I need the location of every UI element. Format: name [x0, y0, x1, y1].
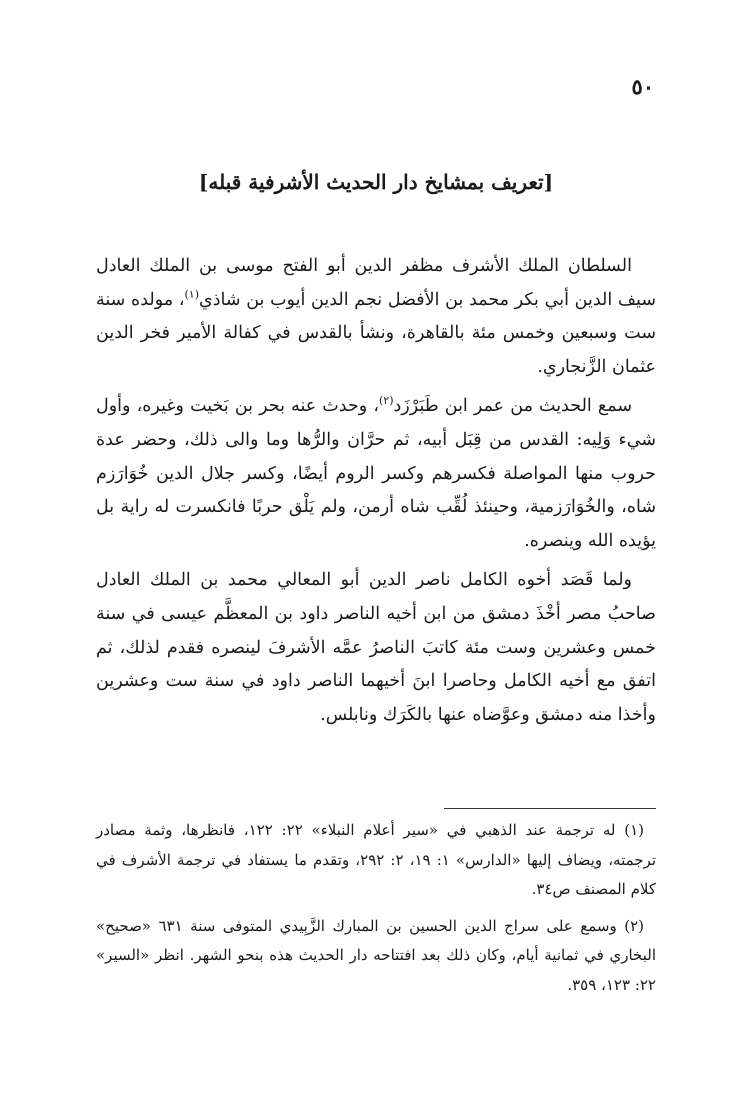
paragraph-1: [96, 250, 656, 384]
footnotes: [96, 816, 656, 1007]
footnote-2: (٢) وسمع على سراج الدين الحسين بن المبارك الزَّبِيدي المتوفى سنة ٦٣١ «صحيح» البخاري في ثمانية أيام، وكان ذلك بعد افتتاحه دار الحديث هذه بنحو الشهر. انظر «السير» ٢٢: ١٢٣، ٣٥٩.: [96, 916, 656, 994]
section-title: [تعريف بمشايخ دار الحديث الأشرفية قبله]: [198, 170, 554, 194]
paragraph-2: [96, 390, 656, 558]
paragraph-1-text-b: ، مولده سنة ست وسبعين وخمس مئة بالقاهرة، ونشأ بالقدس في كفالة الأمير فخر الدين عثمان الزَّنجاري.: [96, 289, 656, 377]
paragraph-2-text-b: ، وحدث عنه بحر بن بَخيت وغيره، وأول شيء وَلِيه: القدس من قِبَل أبيه، ثم حرَّان والرُّها وما والى ذلك، وحضر عدة حروب منها المواصلة فكسرهم وكسر الروم أيضًا، وكسر جلال الدين خُوَارَزم شاه، والخُوَارَزمية، وحينئذ لُقِّب شاه أرمن، ولم يَلْق حربًا فانكسرت له راية بل يؤيده الله وينصره.: [96, 396, 656, 551]
page-number: ٥٠: [631, 74, 654, 99]
paragraph-1-text-a: السلطان الملك الأشرف مظفر الدين أبو الفتح موسى بن الملك العادل سيف الدين أبي بكر محمد بن الأفضل نجم الدين أيوب بن شاذي: [96, 256, 656, 310]
paragraph-3: ولما قَصَد أخوه الكامل ناصر الدين أبو المعالي محمد بن الملك العادل صاحبُ مصر أخْذَ دمشق من ابن أخيه الناصر داود بن المعظَّم عيسى في سنة خمس وعشرين وست مئة كاتبَ الناصرُ عمَّه الأشرفَ لينصره فقدم لذلك، ثم اتفق مع أخيه الكامل وحاصرا ابنَ أخيهما الناصر داود في سنة ست وعشرين وأخذا منه دمشق وعوَّضاه عنها بالكَرَك ونابلس.: [96, 570, 656, 725]
main-text: [96, 250, 656, 738]
paragraph-2-text-a: سمع الحديث من عمر ابن طَبَرْزَد: [393, 396, 633, 417]
footnote-1: (١) له ترجمة عند الذهبي في «سير أعلام النبلاء» ٢٢: ١٢٢، فانظرها، وثمة مصادر ترجمته، ويضاف إليها «الدارس» ١: ١٩، ٢: ٢٩٢، وتقدم ما يستفاد في ترجمة الأشرف في كلام المصنف ص٣٤.: [96, 821, 657, 898]
footnote-ref-1: (١): [184, 287, 199, 301]
footnote-ref-2: (٢): [379, 394, 394, 408]
footnote-separator: [444, 808, 656, 809]
